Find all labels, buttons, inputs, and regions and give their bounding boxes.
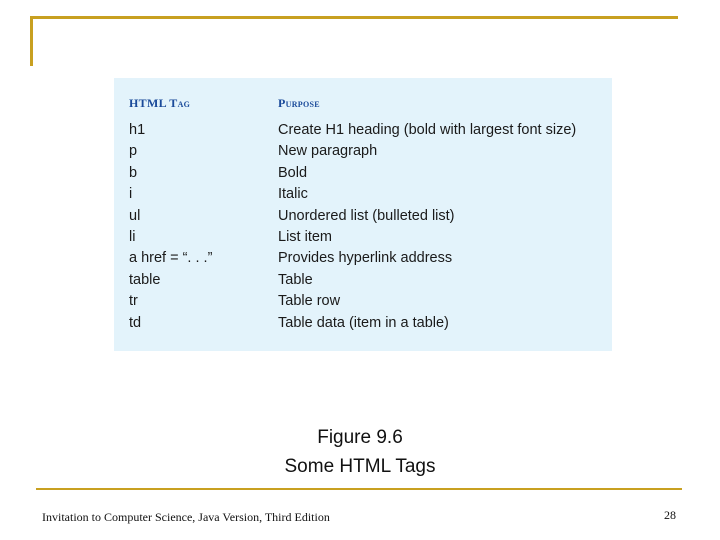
table-row — [114, 270, 612, 291]
tag-cell: p — [129, 143, 138, 160]
tag-cell: ul — [129, 207, 141, 224]
table-row — [114, 291, 612, 312]
table-row — [114, 313, 612, 334]
table-row — [114, 248, 612, 269]
table-row — [114, 184, 612, 205]
tag-cell: li — [129, 228, 136, 245]
bottom-decorative-rule — [36, 488, 682, 490]
top-decorative-rule — [30, 16, 678, 19]
purpose-cell: Table row — [278, 293, 341, 310]
table-row — [114, 120, 612, 141]
table-row — [114, 227, 612, 248]
purpose-cell: Unordered list (bulleted list) — [278, 207, 455, 224]
purpose-cell: Table data (item in a table) — [278, 314, 449, 331]
table-body — [114, 120, 612, 334]
tag-cell: b — [129, 164, 138, 181]
left-decorative-rule — [30, 16, 33, 66]
tag-cell: h1 — [129, 122, 146, 138]
purpose-cell: List item — [278, 228, 332, 245]
table-row — [114, 163, 612, 184]
table-row — [114, 206, 612, 227]
column-header-purpose: Purpose — [278, 96, 320, 110]
tag-cell: tr — [129, 293, 138, 310]
figure-title: Some HTML Tags — [284, 456, 436, 477]
purpose-cell: Create H1 heading (bold with largest font size) — [278, 122, 577, 138]
tag-cell: a href = “. . .” — [129, 250, 213, 267]
table-row — [114, 141, 612, 162]
purpose-cell: New paragraph — [278, 143, 378, 160]
figure-number: Figure 9.6 — [317, 427, 403, 448]
purpose-cell: Table — [278, 271, 313, 288]
purpose-cell: Provides hyperlink address — [278, 250, 453, 267]
tag-cell: table — [129, 271, 161, 288]
column-header-html-tag: HTML Tag — [129, 96, 191, 110]
html-tags-table — [114, 78, 612, 351]
tag-cell: i — [129, 186, 133, 203]
page-number: 28 — [664, 508, 676, 522]
purpose-cell: Bold — [278, 164, 308, 181]
footer-book-title: Invitation to Computer Science, Java Version, Third Edition — [42, 510, 330, 524]
tag-cell: td — [129, 314, 142, 331]
purpose-cell: Italic — [278, 186, 308, 203]
